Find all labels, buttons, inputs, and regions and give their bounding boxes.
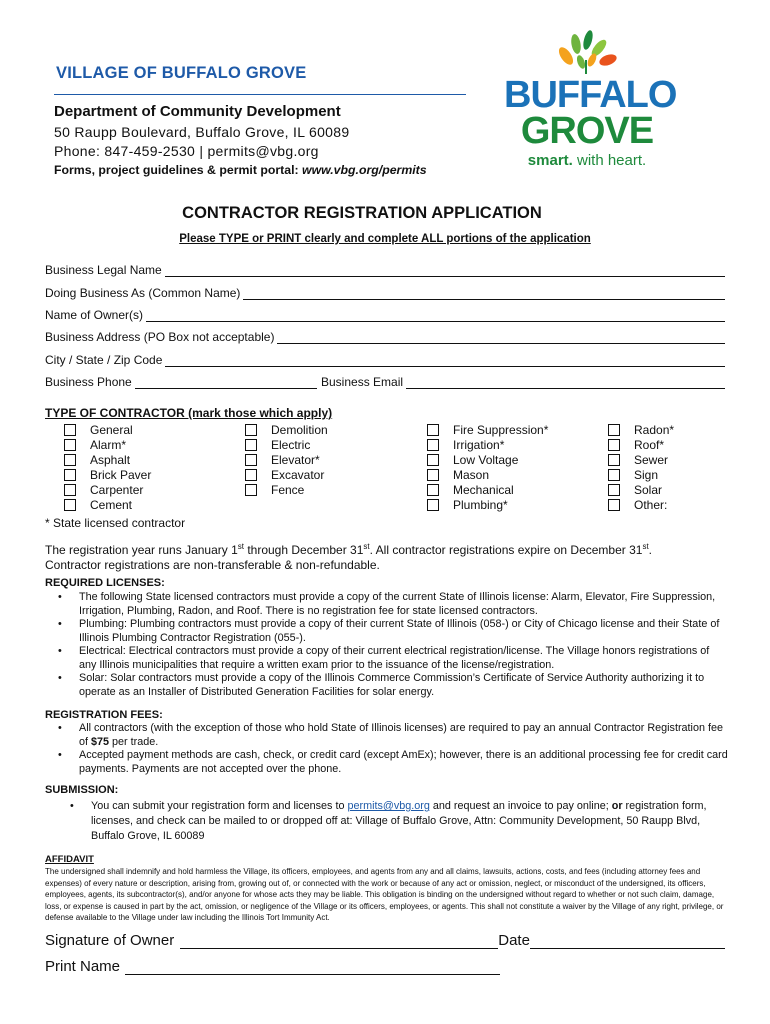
submission-title: SUBMISSION: [45, 784, 119, 796]
checkbox-label: Sewer [634, 452, 669, 467]
checkbox-row[interactable] [64, 467, 151, 482]
field-label: Name of Owner(s) [45, 308, 144, 322]
portal-label: Forms, project guidelines & permit portal: [54, 163, 303, 177]
state-licensed-note: * State licensed contractor [45, 516, 186, 530]
form-instructions: Please TYPE or PRINT clearly and complete ALL portions of the application [179, 233, 591, 245]
reg-year-sup: st [237, 542, 244, 551]
checkbox-row[interactable] [64, 482, 151, 497]
owner-names-field[interactable] [45, 308, 725, 322]
date-label: Date [498, 932, 530, 949]
department-contact: Phone: 847-459-2530 | permits@vbg.org [54, 143, 319, 159]
checkbox[interactable] [64, 469, 76, 481]
submission-text: You can submit your registration form and licenses to [91, 800, 348, 812]
checkbox-row[interactable] [245, 437, 328, 452]
checkbox[interactable] [608, 439, 620, 451]
fee-amount: $75 [91, 735, 110, 748]
checkbox-label: Excavator [271, 467, 325, 482]
contractor-type-column-3 [427, 422, 548, 512]
buffalo-grove-logo [504, 30, 677, 175]
field-label: Business Phone [45, 375, 132, 389]
checkbox-row[interactable] [608, 452, 674, 467]
print-name-input[interactable] [125, 960, 500, 975]
checkbox[interactable] [64, 484, 76, 496]
registration-fees-title: REGISTRATION FEES: [45, 709, 163, 721]
field-label: City / State / Zip Code [45, 353, 163, 367]
checkbox-label: Fire Suppression* [453, 422, 549, 437]
required-licenses-list [58, 591, 728, 699]
form-title: CONTRACTOR REGISTRATION APPLICATION [182, 204, 542, 222]
checkbox-row[interactable] [64, 422, 151, 437]
checkbox-row[interactable] [64, 497, 151, 512]
checkbox[interactable] [245, 424, 257, 436]
field-label: Business Address (PO Box not acceptable) [45, 330, 275, 344]
checkbox-label: Plumbing* [453, 497, 508, 512]
business-legal-name-field[interactable] [45, 263, 725, 277]
checkbox-label: Sign [634, 467, 659, 482]
leaf-mark-icon [504, 30, 670, 80]
checkbox-label: Alarm* [90, 437, 127, 452]
checkbox-label: Brick Paver [90, 467, 152, 482]
signature-input[interactable] [180, 934, 498, 949]
checkbox[interactable] [427, 469, 439, 481]
checkbox-row[interactable] [427, 422, 548, 437]
contractor-type-column-2 [245, 422, 328, 497]
business-phone-field[interactable] [45, 375, 317, 389]
logo-tagline [504, 152, 670, 169]
checkbox[interactable] [427, 454, 439, 466]
affidavit-text: The undersigned shall indemnify and hold harmless the Village, its officers, employees, and agents from any and all claims, lawsuits, actions, costs, and fees (including attorney fees and expenses) of every nature or description, arising from, growing out of, or connected with the work or because of any act or omission, neglect, or misconduct of the undersigned, its officers, employees, agents, its subcontractor(s), and/or anyone for whose acts they may be liable. This obligation is binding on the undersigned without regard to whether or not such claim, damage, loss, or expense is caused in part by the act, omission, or negligence of the Village or its officers, employees, or agents. This shall not constitute a waiver by the Village of any right, privilege, or defense available to the Village under law including the Illinois Tort Immunity Act. [45, 867, 724, 922]
business-legal-name-input[interactable] [165, 265, 725, 277]
logo-tagline-bold: smart. [527, 152, 573, 169]
date-input[interactable] [530, 934, 725, 949]
checkbox-row[interactable] [608, 482, 674, 497]
dba-input[interactable] [243, 288, 725, 300]
checkbox-row[interactable] [427, 452, 548, 467]
checkbox-label: Mason [453, 467, 490, 482]
checkbox-row[interactable] [608, 467, 674, 482]
checkbox-label: Solar [634, 482, 663, 497]
list-item: • Plumbing: Plumbing contractors must provide a copy of their current State of Illinois (058-) or City of Chicago license and their State of Illinois Plumbing Contractor Registration (055-). [58, 618, 728, 645]
header-divider [54, 94, 466, 95]
reg-year-part: . [648, 543, 653, 557]
submission-list [70, 799, 720, 844]
checkbox[interactable] [608, 454, 620, 466]
non-transferable-note: Contractor registrations are non-transferable & non-refundable. [45, 558, 380, 572]
signature-row [45, 932, 725, 949]
checkbox-row[interactable] [245, 422, 328, 437]
checkbox-label: Roof* [634, 437, 665, 452]
fee-text: per trade. [109, 735, 159, 748]
checkbox-label: Irrigation* [453, 437, 505, 452]
checkbox[interactable] [608, 499, 620, 511]
field-label: Business Email [321, 375, 404, 389]
checkbox-row[interactable] [427, 482, 548, 497]
checkbox[interactable] [608, 469, 620, 481]
print-name-row [45, 958, 500, 975]
checkbox-label: Radon* [634, 422, 675, 437]
list-item: • Solar: Solar contractors must provide a copy of the Illinois Commerce Commission’s Certificate of Service Authority authorizing it to operate as an Installer of Distributed Generation Facilities for solar energy. [58, 672, 728, 699]
checkbox-row[interactable] [64, 452, 151, 467]
checkbox[interactable] [245, 454, 257, 466]
reg-year-sup: st [363, 542, 370, 551]
checkbox-row[interactable] [608, 497, 674, 512]
checkbox[interactable] [608, 424, 620, 436]
list-item: • Electrical: Electrical contractors must provide a copy of their current electrical registration/license. The Village honors registrations of any Illinois municipalities that require a written exam prior to the issuance of the license/registration. [58, 645, 728, 672]
fee-text: All contractors (with the exception of those who hold State of Illinois licenses) are required to pay an annual Contractor Registration fee of [79, 722, 723, 748]
submission-or: or [611, 800, 623, 812]
checkbox-label: Fence [271, 482, 305, 497]
print-name-label: Print Name [45, 958, 121, 975]
checkbox-label: Other: [634, 497, 668, 512]
checkbox-label: Carpenter [90, 482, 144, 497]
department-address: 50 Raupp Boulevard, Buffalo Grove, IL 60089 [54, 124, 350, 140]
checkbox-row[interactable] [608, 422, 674, 437]
checkbox-row[interactable] [245, 482, 328, 497]
checkbox-label: Elevator* [271, 452, 320, 467]
checkbox-row[interactable] [608, 437, 674, 452]
checkbox[interactable] [64, 454, 76, 466]
checkbox[interactable] [64, 424, 76, 436]
checkbox[interactable] [245, 484, 257, 496]
required-licenses-title: REQUIRED LICENSES: [45, 577, 165, 589]
dba-field[interactable] [45, 286, 725, 300]
checkbox[interactable] [427, 499, 439, 511]
affidavit-title: AFFIDAVIT [45, 854, 94, 865]
reg-year-part: . All contractor registrations expire on December 31 [369, 543, 643, 557]
checkbox[interactable] [245, 439, 257, 451]
city-state-zip-field[interactable] [45, 353, 725, 367]
checkbox-label: Mechanical [453, 482, 514, 497]
submission-text: and request an invoice to pay online; [429, 800, 612, 812]
list-item: • Accepted payment methods are cash, check, or credit card (except AmEx); however, there is an additional processing fee for credit card payments. Payments are not accepted over the phone. [58, 749, 728, 776]
field-label: Doing Business As (Common Name) [45, 286, 241, 300]
checkbox[interactable] [608, 484, 620, 496]
contractor-type-column-4 [608, 422, 674, 512]
registration-fees-list [58, 722, 728, 776]
checkbox[interactable] [427, 484, 439, 496]
village-name: VILLAGE OF BUFFALO GROVE [56, 64, 307, 82]
checkbox[interactable] [427, 439, 439, 451]
checkbox-row[interactable] [245, 452, 328, 467]
list-item: • The following State licensed contractors must provide a copy of the current State of Illinois license: Alarm, Elevator, Fire Suppression, Irrigation, Plumbing, Radon, and Roof. There is no registration fee for state licensed contractors. [58, 591, 728, 618]
checkbox[interactable] [245, 469, 257, 481]
department-name: Department of Community Development [54, 103, 341, 120]
contractor-type-column-1 [64, 422, 151, 512]
city-state-zip-input[interactable] [165, 355, 725, 367]
business-email-field[interactable] [321, 375, 725, 389]
checkbox-label: Electric [271, 437, 311, 452]
list-item [58, 722, 728, 749]
checkbox[interactable] [64, 499, 76, 511]
business-phone-input[interactable] [135, 377, 317, 389]
permits-email-link[interactable]: permits@vbg.org [347, 800, 430, 812]
reg-year-sup: st [642, 542, 649, 551]
logo-word-buffalo: BUFFALO [504, 74, 677, 116]
contractor-type-title: TYPE OF CONTRACTOR (mark those which apply) [45, 406, 333, 420]
checkbox-row[interactable] [64, 437, 151, 452]
signature-label: Signature of Owner [45, 932, 175, 949]
registration-year-text [45, 539, 735, 573]
reg-year-part: The registration year runs January 1 [45, 543, 238, 557]
checkbox-row[interactable] [427, 467, 548, 482]
checkbox-row[interactable] [427, 497, 548, 512]
checkbox-label: Low Voltage [453, 452, 519, 467]
logo-word-grove: GROVE [520, 110, 654, 152]
checkbox[interactable] [427, 424, 439, 436]
checkbox-label: General [90, 422, 133, 437]
logo-tagline-rest: with heart. [572, 152, 647, 169]
checkbox-label: Asphalt [90, 452, 131, 467]
checkbox-label: Cement [90, 497, 133, 512]
business-address-input[interactable] [277, 332, 725, 344]
checkbox[interactable] [64, 439, 76, 451]
owner-names-input[interactable] [146, 310, 725, 322]
field-label: Business Legal Name [45, 263, 162, 277]
business-address-field[interactable] [45, 330, 725, 344]
submission-text: registration form, licenses, and check can be mailed to or dropped off at: Village of Buffalo Grove, Attn: Community Development, 50 Raupp Blvd, Buffalo Grove, IL 60089 [91, 800, 707, 842]
portal-url: www.vbg.org/permits [302, 163, 427, 177]
checkbox-label: Demolition [271, 422, 328, 437]
business-email-input[interactable] [406, 377, 725, 389]
checkbox-row[interactable] [427, 437, 548, 452]
list-item [70, 799, 720, 844]
checkbox-row[interactable] [245, 467, 328, 482]
permit-portal-line [54, 163, 427, 177]
reg-year-part: through December 31 [244, 543, 364, 557]
